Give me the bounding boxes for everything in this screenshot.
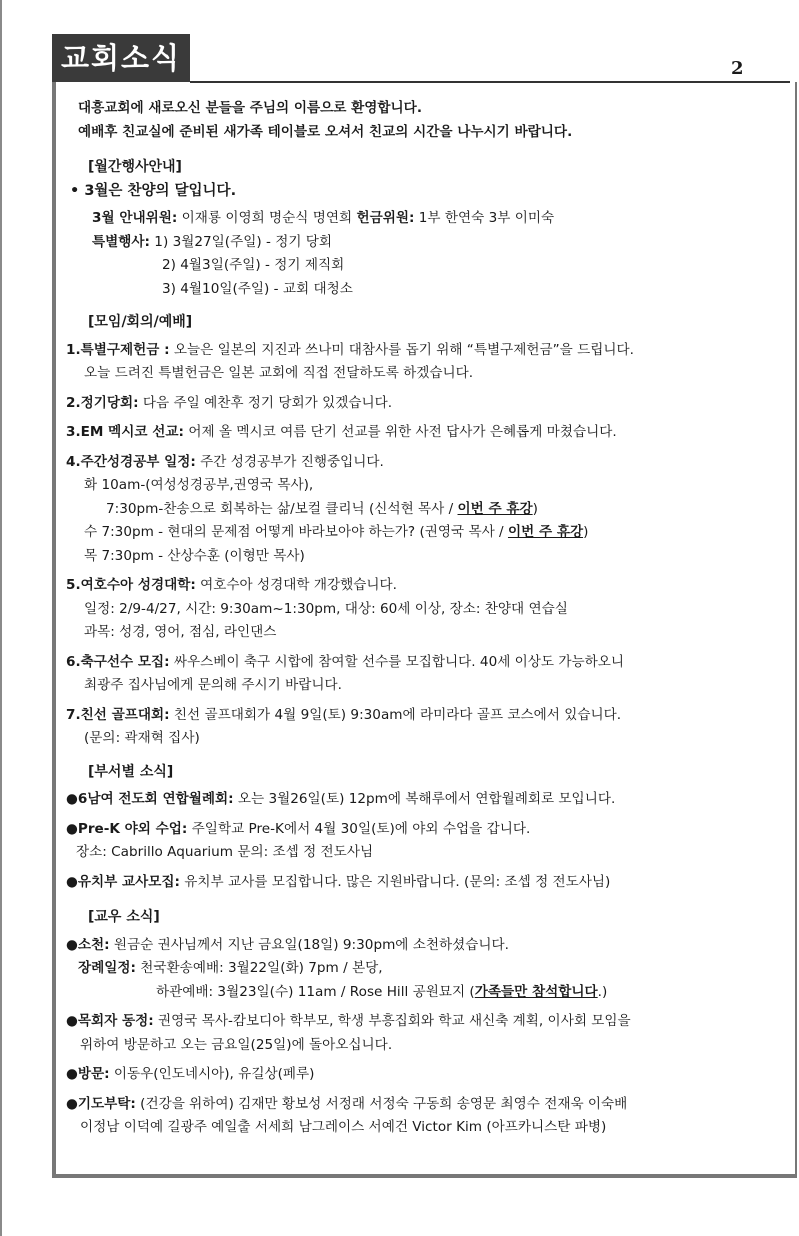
- funeral-schedule: [66, 957, 791, 981]
- special-event: 2) 4월3일(주일) - 정기 제직회: [162, 257, 345, 273]
- funeral-text: 하관예배: 3월23일(수) 11am / Rose Hill 공원묘지 (: [156, 983, 475, 1000]
- offering-value: 1부 한연숙 3부 이미숙: [414, 210, 555, 226]
- member-text: 이정남 이덕예 길광주 예일출 서세희 남그레이스 서예건 Victor Kim (아프카니스탄 파병): [80, 1119, 607, 1135]
- guide-label: 3월 안내위원:: [92, 210, 178, 226]
- dept-item-2: [66, 818, 791, 842]
- members-heading: [교우 소식]: [88, 909, 160, 925]
- header-rule: [190, 81, 790, 83]
- meeting-text: 목 7:30pm - 산상수훈 (이형만 목사): [84, 547, 305, 564]
- funeral-label: 장례일정:: [78, 960, 136, 976]
- member-text: (건강을 위하여) 김재만 황보성 서정래 서정숙 구동희 송영문 최영수 전재욱 이숙배: [135, 1095, 628, 1112]
- member-text: 권영국 목사-캄보디아 학부모, 학생 부흥집회와 학교 새신축 계획, 이사회 모임을: [153, 1013, 631, 1029]
- member-item-3: [66, 1063, 791, 1087]
- meeting-text: 일정: 2/9-4/27, 시간: 9:30am~1:30pm, 대상: 60세 이상, 장소: 찬양대 연습실: [84, 600, 568, 617]
- meeting-item-1: [66, 339, 791, 363]
- meeting-text: 최광주 집사님에게 문의해 주시기 바랍니다.: [84, 677, 342, 693]
- page-number: 2: [731, 58, 744, 79]
- welcome-line: 예배후 친교실에 준비된 새가족 테이블로 오셔서 친교의 시간을 나누시기 바랍니다.: [78, 123, 573, 140]
- meeting-text: [66, 498, 791, 522]
- meeting-item-5: [66, 574, 791, 598]
- dept-text: 주일학교 Pre-K에서 4월 30일(토)에 야외 수업을 갑니다.: [187, 820, 531, 837]
- cancel-note: 이번 주 휴강: [457, 500, 533, 517]
- schedule-text: ): [583, 524, 589, 540]
- family-only-note: 가족들만 참석합니다: [474, 983, 598, 1000]
- meeting-text: (문의: 곽재혁 집사): [84, 730, 200, 746]
- meeting-text: 과목: 성경, 영어, 점심, 라인댄스: [84, 624, 277, 640]
- dept-label: ●Pre-K 야외 수업:: [66, 820, 188, 837]
- meeting-text: 화 10am-(여성성경공부,권영국 목사),: [84, 477, 314, 493]
- monthly-guide-line: [66, 207, 791, 231]
- member-label: ●목회자 동정:: [66, 1013, 154, 1029]
- meeting-item-7: [66, 704, 791, 728]
- bulletin-content: [66, 97, 791, 1140]
- meetings-heading: [모임/회의/예배]: [88, 314, 193, 330]
- dept-text: 오는 3월26일(토) 12pm에 복해루에서 연합월례회로 모입니다.: [233, 791, 616, 807]
- meeting-text: 여호수아 성경대학 개강했습니다.: [195, 577, 397, 593]
- schedule-text: 수 7:30pm - 현대의 문제점 어떻게 바라보아야 하는가? (권영국 목사 /: [84, 524, 508, 540]
- meeting-item-4: [66, 451, 791, 475]
- meeting-item-6: [66, 651, 791, 675]
- member-item-1: [66, 934, 791, 958]
- member-label: ●소천:: [66, 936, 110, 953]
- special-event: 3) 4월10일(주일) - 교회 대청소: [162, 280, 353, 297]
- member-item-4: [66, 1093, 791, 1117]
- meeting-text: 주간 성경공부가 진행중입니다.: [195, 453, 384, 470]
- meeting-item-3: [66, 421, 791, 445]
- dept-text: 장소: Cabrillo Aquarium 문의: 조셉 정 전도사님: [76, 844, 374, 860]
- meeting-text: [66, 521, 791, 545]
- special-label: 특별행사:: [92, 233, 150, 250]
- guide-value: 이재룡 이영희 명순식 명연희: [177, 210, 357, 226]
- frame-right-border: [795, 82, 797, 1178]
- special-events: [66, 231, 791, 255]
- welcome-line: 대흥교회에 새로오신 분들을 주님의 이름으로 환영합니다.: [78, 100, 422, 116]
- monthly-heading: [월간행사안내]: [88, 159, 182, 175]
- monthly-theme: • 3월은 찬양의 달입니다.: [70, 182, 237, 199]
- member-text: 원금순 권사님께서 지난 금요일(18일) 9:30pm에 소천하셨습니다.: [109, 936, 510, 953]
- dept-text: 유치부 교사를 모집합니다. 많은 지원바랍니다. (문의: 조셉 정 전도사님): [179, 873, 611, 890]
- meeting-label: 1.특별구제헌금 :: [66, 341, 170, 358]
- meeting-text: 오늘은 일본의 지진과 쓰나미 대참사를 돕기 위해 “특별구제헌금”을 드립니다.: [169, 341, 634, 358]
- funeral-schedule: [66, 981, 791, 1005]
- meeting-text: 다음 주일 예찬후 정기 당회가 있겠습니다.: [138, 394, 393, 411]
- schedule-text: 7:30pm-찬송으로 회복하는 삶/보컬 클리닉 (신석현 목사 /: [106, 500, 458, 517]
- frame-bottom-border: [52, 1174, 795, 1178]
- meeting-text: 오늘 드려진 특별헌금은 일본 교회에 직접 전달하도록 하겠습니다.: [84, 365, 474, 381]
- cancel-note: 이번 주 휴강: [507, 524, 584, 540]
- member-item-2: [66, 1010, 791, 1034]
- welcome-message: [66, 97, 791, 144]
- dept-label: ●6남여 전도회 연합월례회:: [66, 791, 234, 807]
- dept-item-1: [66, 788, 791, 812]
- schedule-text: ): [532, 500, 538, 517]
- section-title: 교회소식: [52, 34, 190, 82]
- dept-heading: [부서별 소식]: [88, 763, 174, 780]
- dept-label: ●유치부 교사모집:: [66, 873, 180, 890]
- funeral-text: 천국환송예배: 3월22일(화) 7pm / 본당,: [135, 960, 383, 976]
- meeting-label: 6.축구선수 모집:: [66, 653, 170, 670]
- dept-item-3: [66, 871, 791, 895]
- funeral-text: .): [597, 983, 608, 1000]
- member-text: 이동우(인도네시아), 유길상(페루): [109, 1066, 315, 1082]
- special-event: 1) 3월27일(주일) - 정기 당회: [149, 233, 333, 250]
- meeting-text: 친선 골프대회가 4월 9일(토) 9:30am에 라미라다 골프 코스에서 있습니다.: [169, 706, 622, 723]
- meeting-label: 5.여호수아 성경대학:: [66, 577, 196, 593]
- member-text: 위하여 방문하고 오는 금요일(25일)에 돌아오십니다.: [80, 1036, 393, 1053]
- meeting-label: 3.EM 멕시코 선교:: [66, 424, 184, 440]
- member-label: ●방문:: [66, 1066, 110, 1082]
- offering-label: 헌금위원:: [356, 210, 415, 226]
- frame-left-border: [52, 82, 56, 1178]
- meeting-label: 4.주간성경공부 일정:: [66, 453, 196, 470]
- meeting-item-2: [66, 392, 791, 416]
- meeting-text: 싸우스베이 축구 시합에 참여할 선수를 모집합니다. 40세 이상도 가능하오니: [169, 653, 625, 670]
- page-left-border: [0, 0, 2, 1236]
- member-label: ●기도부탁:: [66, 1095, 136, 1112]
- meeting-label: 7.친선 골프대회:: [66, 706, 170, 723]
- meeting-label: 2.정기당회:: [66, 394, 139, 411]
- meeting-text: 어제 올 멕시코 여름 단기 선교를 위한 사전 답사가 은혜롭게 마쳤습니다.: [184, 424, 617, 440]
